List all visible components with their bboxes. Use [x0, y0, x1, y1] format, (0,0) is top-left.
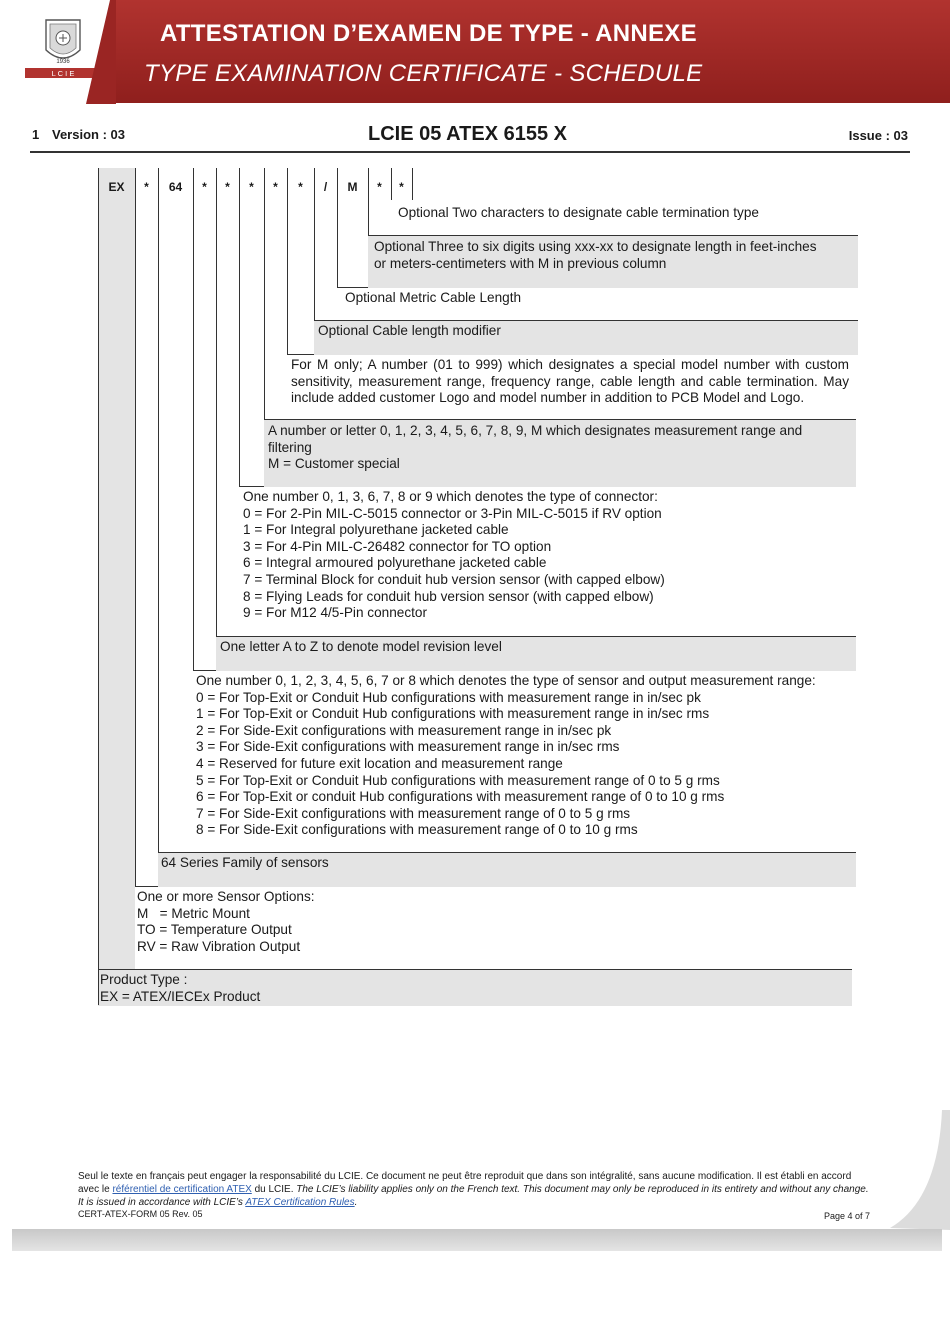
- code-cell-series: 64: [168, 180, 183, 194]
- code-cell-options: *: [144, 180, 149, 194]
- footer-disclaimer: Seul le texte en français peut engager la responsabilité du LCIE. Ce document ne peut être reproduit que dans son intégralité, sans aucune modification. Il est établi en accord avec le référentiel de certification ATEX du LCIE. The LCIE’s liability applies only on the French text. This document may only be reproduced in its entirety and without any change. It is issued in accordance with LCIE’s ATEX Certification Rules.: [78, 1171, 869, 1208]
- issue-label: Issue : 03: [848, 128, 908, 143]
- certificate-number: LCIE 05 ATEX 6155 X: [368, 123, 567, 145]
- desc-product-type: Product Type : EX = ATEX/IECEx Product: [100, 972, 261, 1004]
- code-cell-metric: M: [347, 180, 358, 194]
- code-cell-sensor-type: *: [202, 180, 207, 194]
- desc-sensor-type: One number 0, 1, 2, 3, 4, 5, 6, 7 or 8 which denotes the type of sensor and output measurement range: 0 = For Top-Exit or Conduit Hub configurations with measurement range in in/sec pk 1 = For Top-Exit or Conduit Hub configurations with measurement range in in/sec rms 2 = For Side-Exit configurations with measurement range in in/sec pk 3 = For Side-Exit configurations with measurement range in in/sec rms 4 = Reserved for future exit location and measurement range 5 = For Top-Exit or Conduit Hub configurations with measurement range of 0 to 5 g rms 6 = For Top-Exit or conduit Hub configurations with measurement range of 0 to 10 g rms 7 = For Side-Exit configurations with measurement range of 0 to 5 g rms 8 = For Side-Exit configurations with measurement range of 0 to 10 g rms: [196, 673, 816, 838]
- code-cell-length: *: [377, 180, 382, 194]
- code-cell-special: *: [298, 180, 303, 194]
- code-cell-termination: *: [399, 180, 404, 194]
- footer-band: [12, 1229, 942, 1251]
- code-cell-connector: *: [249, 180, 254, 194]
- code-cell-slash: /: [323, 180, 328, 194]
- divider-line: [239, 168, 240, 486]
- divider-line: [264, 168, 265, 419]
- divider-line: [98, 168, 99, 1005]
- desc-cable-modifier: Optional Cable length modifier: [318, 323, 501, 338]
- desc-sensor-options: One or more Sensor Options: M = Metric Mount TO = Temperature Output RV = Raw Vibration Output: [137, 889, 315, 954]
- footer-curve-decoration: [890, 1110, 950, 1230]
- page-number: Page 4 of 7: [824, 1211, 871, 1221]
- desc-special-model: For M only; A number (01 to 999) which designates a special model number with custom sensitivity, measurement range, frequency range, cable length and cable termination. May include added customer Logo and model number in addition to PCB Model and Logo.: [291, 357, 849, 406]
- section-number: 1: [32, 127, 40, 142]
- title-fr: ATTESTATION D’EXAMEN DE TYPE - ANNEXE: [160, 20, 697, 47]
- divider-line: [412, 168, 413, 200]
- logo-wordmark: L C I E: [51, 69, 75, 78]
- code-cell-product-type: EX: [108, 180, 125, 194]
- divider-line: [216, 168, 217, 636]
- desc-measurement-range: A number or letter 0, 1, 2, 3, 4, 5, 6, 7, 8, 9, M which designates measurement range and filtering M = Customer special: [268, 423, 803, 472]
- code-column-shade: [98, 168, 135, 969]
- desc-termination: Optional Two characters to designate cable termination type: [398, 205, 759, 220]
- desc-64-series: 64 Series Family of sensors: [161, 855, 329, 870]
- link-referentiel-atex[interactable]: référentiel de certification ATEX: [112, 1184, 252, 1195]
- logo-year: 1936: [56, 59, 70, 65]
- desc-revision: One letter A to Z to denote model revision level: [220, 639, 502, 654]
- link-atex-certification-rules[interactable]: ATEX Certification Rules: [245, 1197, 355, 1208]
- desc-connector: One number 0, 1, 3, 6, 7, 8 or 9 which denotes the type of connector: 0 = For 2-Pin MIL-C-5015 connector or 3-Pin MIL-C-5015 if RV option 1 = For Integral polyurethane jacketed cable 3 = For 4-Pin MIL-C-26482 connector for TO option 6 = Integral armoured polyurethane jacketed cable 7 = Terminal Block for conduit hub version sensor (with capped elbow) 8 = Flying Leads for conduit hub version sensor (with capped elbow) 9 = For M12 4/5-Pin connector: [243, 489, 665, 621]
- divider-line: [135, 168, 136, 886]
- desc-metric-cable: Optional Metric Cable Length: [345, 290, 522, 305]
- divider-line: [158, 168, 159, 852]
- version-label: Version : 03: [52, 127, 125, 142]
- desc-cable-length: Optional Three to six digits using xxx-xx to designate length in feet-inches or meters-centimeters with M in previous column: [374, 239, 817, 271]
- code-cell-revision: *: [225, 180, 230, 194]
- title-en: TYPE EXAMINATION CERTIFICATE - SCHEDULE: [144, 60, 703, 87]
- divider-line: [193, 168, 194, 670]
- code-cell-range: *: [273, 180, 278, 194]
- form-id: CERT-ATEX-FORM 05 Rev. 05: [78, 1209, 203, 1219]
